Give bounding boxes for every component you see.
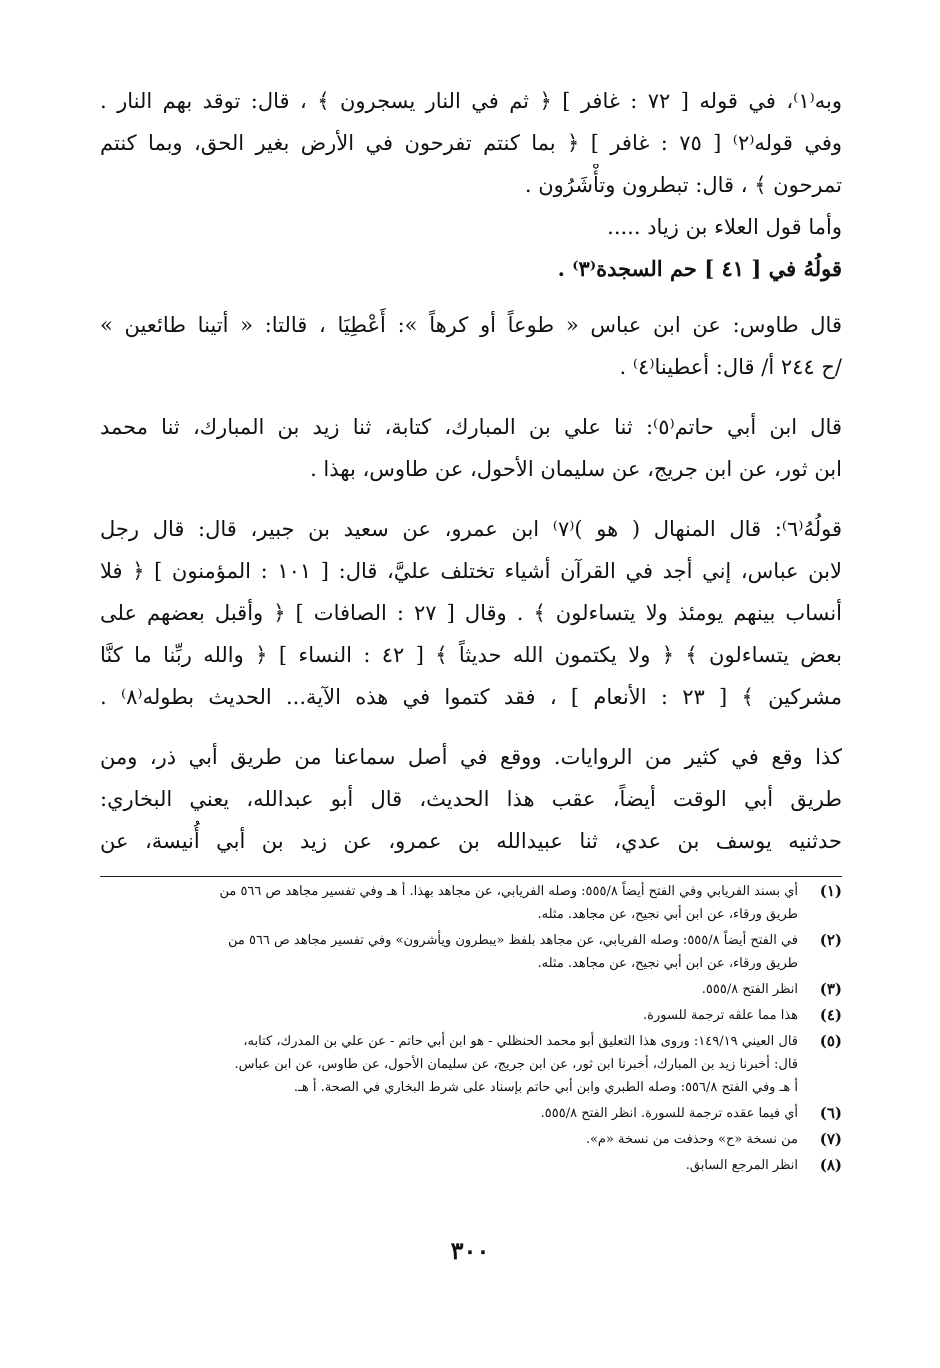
footnote-number: (٦) [819, 1104, 842, 1122]
footnote-divider [100, 876, 842, 877]
text-line: قولُهُ⁽٦⁾: قال المنهال ( هو )⁽٧⁾ ابن عمرو، عن سعيد بن جبير، قال: قال رجل [100, 517, 842, 541]
footnote-text: انظر المرجع السابق. [685, 1158, 798, 1173]
text-line: قال ابن أبي حاتم⁽٥⁾: ثنا علي بن المبارك، كتابة، ثنا زيد بن المبارك، ثنا محمد [100, 415, 842, 439]
footnote [92, 1102, 842, 1125]
text-line: ابن ثور، عن ابن جريج، عن سليمان الأحول، عن طاوس، بهذا . [310, 457, 842, 481]
footnote-number: (٨) [819, 1156, 842, 1174]
footnote-text: أي بسند الفريابي وفي الفتح أيضاً ٥٥٥/٨: وصله الفريابي، عن مجاهد بهذا. أ هـ وفي تفسير مجاهد ص ٥٦٦ من طريق ورقاء، عن ابن أبي نجيح، عن مجاهد. مثله. [219, 884, 798, 922]
footnote [92, 1004, 842, 1027]
footnote-text: من نسخة «ح» وحذفت من نسخة «م». [585, 1132, 798, 1147]
text-line: وأما قول العلاء بن زياد ..... [607, 215, 842, 239]
text-line: وبه⁽١⁾، في قوله [ ٧٢ : غافر ] ﴿ ثم في النار يسجرون ﴾ ، قال: توقد بهم النار . [100, 89, 842, 113]
footnote-text: انظر الفتح ٥٥٥/٨. [701, 982, 798, 997]
text-line: أنساب بينهم يومئذ ولا يتساءلون ﴾ . وقال [ ٢٧ : الصافات ] ﴿ وأقبل بعضهم على [100, 601, 842, 625]
footnote-number: (٢) [819, 931, 842, 949]
footnote [92, 978, 842, 1001]
footnote-number: (٥) [819, 1032, 842, 1050]
text-line: /ح ٢٤٤ أ/ قال: أعطينا⁽٤⁾ . [619, 355, 842, 379]
main-text [100, 80, 842, 862]
footnote-number: (٧) [819, 1130, 842, 1148]
section-heading: قولُهُ في [ ٤١ ] حم السجدة⁽٣⁾ . [557, 256, 842, 281]
text-line: قال طاوس: عن ابن عباس « طوعاً أو كرهاً »: أَعْطِيَا ، قالتا: « أتينا طائعين » [100, 313, 842, 337]
text-line: وفي قوله⁽٢⁾ [ ٧٥ : غافر ] ﴿ بما كنتم تفرحون في الأرض بغير الحق، وبما كنتم [100, 131, 842, 155]
footnote-number: (٤) [819, 1006, 842, 1024]
footnote [92, 1030, 842, 1099]
text-line: بعض يتساءلون ﴾ ﴿ ولا يكتمون الله حديثاً ﴾ [ ٤٢ : النساء ] ﴿ والله ربِّنا ما كنَّا [100, 643, 842, 667]
footnote-text: أي فيما عقده ترجمة للسورة. انظر الفتح ٥٥٥/٨. [540, 1106, 798, 1121]
text-line: لابن عباس، إني أجد في القرآن أشياء تختلف عليَّ، قال: [ ١٠١ : المؤمنون ] ﴿ فلا [100, 559, 842, 583]
text-line: حدثنيه يوسف بن عدي، ثنا عبيدالله بن عمرو، عن زيد بن أبي أُنيسة، عن [100, 829, 842, 853]
footnote-text: قال العيني ١٤٩/١٩: وروى هذا التعليق أبو محمد الحنظلي - هو ابن أبي حاتم - عن علي بن المدرك، كتابه، قال: أخبرنا زيد بن المبارك، أخبرنا ابن ثور، عن ابن جريج، عن سليمان الأحول، عن طاوس، عن ابن عباس. أ هـ وفي الفتح ٥٥٦/٨: وصله الطبري وابن أبي حاتم بإسناد على شرط البخاري في الصحة. أ هـ. [234, 1034, 798, 1095]
footnote [92, 1128, 842, 1151]
text-line: تمرحون ﴾ ، قال: تبطرون وتأْشَرُون . [524, 173, 842, 197]
text-line: كذا وقع في كثير من الروايات. ووقع في أصل سماعنا من طريق أبي ذر، ومن [100, 745, 842, 769]
footnote-number: (٣) [819, 980, 842, 998]
footnote-text: هذا مما علقه ترجمة للسورة. [643, 1008, 798, 1023]
text-line: مشركين ﴾ [ ٢٣ : الأنعام ] ، فقد كتموا في هذه الآية... الحديث بطوله⁽٨⁾ . [100, 685, 842, 709]
text-line: طريق أبي الوقت أيضاً، عقب هذا الحديث، قال أبو عبدالله، يعني البخاري: [100, 787, 842, 811]
footnote [92, 880, 842, 926]
footnotes [92, 880, 842, 1180]
footnote-number: (١) [819, 882, 842, 900]
footnote [92, 929, 842, 975]
footnote [92, 1154, 842, 1177]
footnote-text: في الفتح أيضاً ٥٥٥/٨: وصله الفريابي، عن مجاهد بلفظ «يبطرون ويأشرون» وفي تفسير مجاهد ص ٥٦٦ من طريق ورقاء، عن ابن أبي نجيح، عن مجاهد. مثله. [227, 933, 798, 971]
page-number: ٣٠٠ [450, 1236, 490, 1265]
